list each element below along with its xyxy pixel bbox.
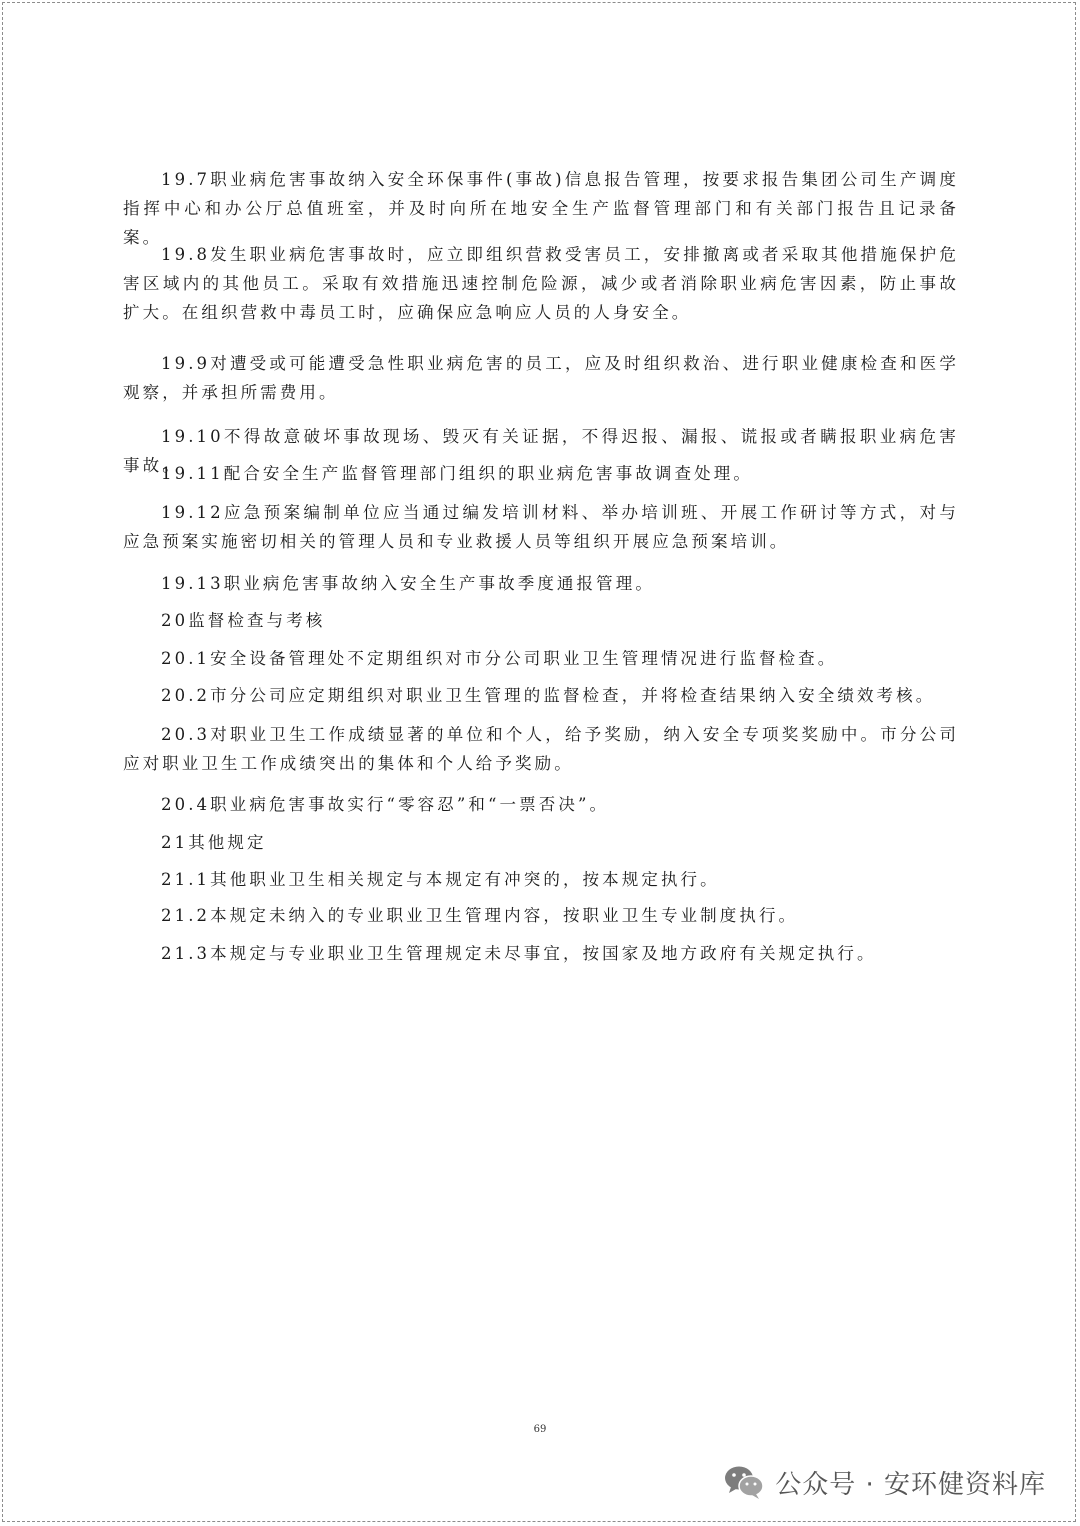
section-heading-20: 20监督检查与考核 <box>161 611 326 630</box>
paragraph-19-9: 19.9对遭受或可能遭受急性职业病危害的员工，应及时组织救治、进行职业健康检查和医学观察，并承担所需费用。 <box>123 354 959 402</box>
paragraph-21-2: 21.2本规定未纳入的专业职业卫生管理内容，按职业卫生专业制度执行。 <box>161 906 799 925</box>
section-heading-21: 21其他规定 <box>161 833 267 852</box>
paragraph-19-10: 19.10不得故意破坏事故现场、毁灭有关证据，不得迟报、漏报、谎报或者瞒报职业病危害事故。 <box>123 427 959 475</box>
paragraph-20-4: 20.4职业病危害事故实行“零容忍”和“一票否决”。 <box>161 795 610 814</box>
paragraph-21-3: 21.3本规定与专业职业卫生管理规定未尽事宜，按国家及地方政府有关规定执行。 <box>161 944 877 963</box>
paragraph-20-1: 20.1安全设备管理处不定期组织对市分公司职业卫生管理情况进行监督检查。 <box>161 649 838 668</box>
paragraph-20-3: 20.3对职业卫生工作成绩显著的单位和个人，给予奖励，纳入安全专项奖奖励中。市分公司应对职业卫生工作成绩突出的集体和个人给予奖励。 <box>123 725 959 773</box>
wechat-icon <box>723 1464 765 1500</box>
paragraph-19-13: 19.13职业病危害事故纳入安全生产事故季度通报管理。 <box>161 574 655 593</box>
paragraph-19-12: 19.12应急预案编制单位应当通过编发培训材料、举办培训班、开展工作研讨等方式，对与应急预案实施密切相关的管理人员和专业救援人员等组织开展应急预案培训。 <box>123 503 959 551</box>
paragraph-20-2: 20.2市分公司应定期组织对职业卫生管理的监督检查，并将检查结果纳入安全绩效考核。 <box>161 686 936 705</box>
paragraph-21-1: 21.1其他职业卫生相关规定与本规定有冲突的，按本规定执行。 <box>161 870 720 889</box>
watermark-text: 公众号 · 安环健资料库 <box>775 1469 1046 1500</box>
page-number: 69 <box>533 1424 547 1435</box>
paragraph-19-7: 19.7职业病危害事故纳入安全环保事件(事故)信息报告管理，按要求报告集团公司生产调度指挥中心和办公厅总值班室，并及时向所在地安全生产监督管理部门和有关部门报告且记录备案。 <box>123 170 959 247</box>
watermark <box>723 1462 1046 1502</box>
paragraph-19-8: 19.8发生职业病危害事故时，应立即组织营救受害员工，安排撤离或者采取其他措施保护危害区域内的其他员工。采取有效措施迅速控制危险源，减少或者消除职业病危害因素，防止事故扩大。在组织营救中毒员工时，应确保应急响应人员的人身安全。 <box>123 245 959 322</box>
paragraph-19-11: 19.11配合安全生产监督管理部门组织的职业病危害事故调查处理。 <box>161 464 753 483</box>
